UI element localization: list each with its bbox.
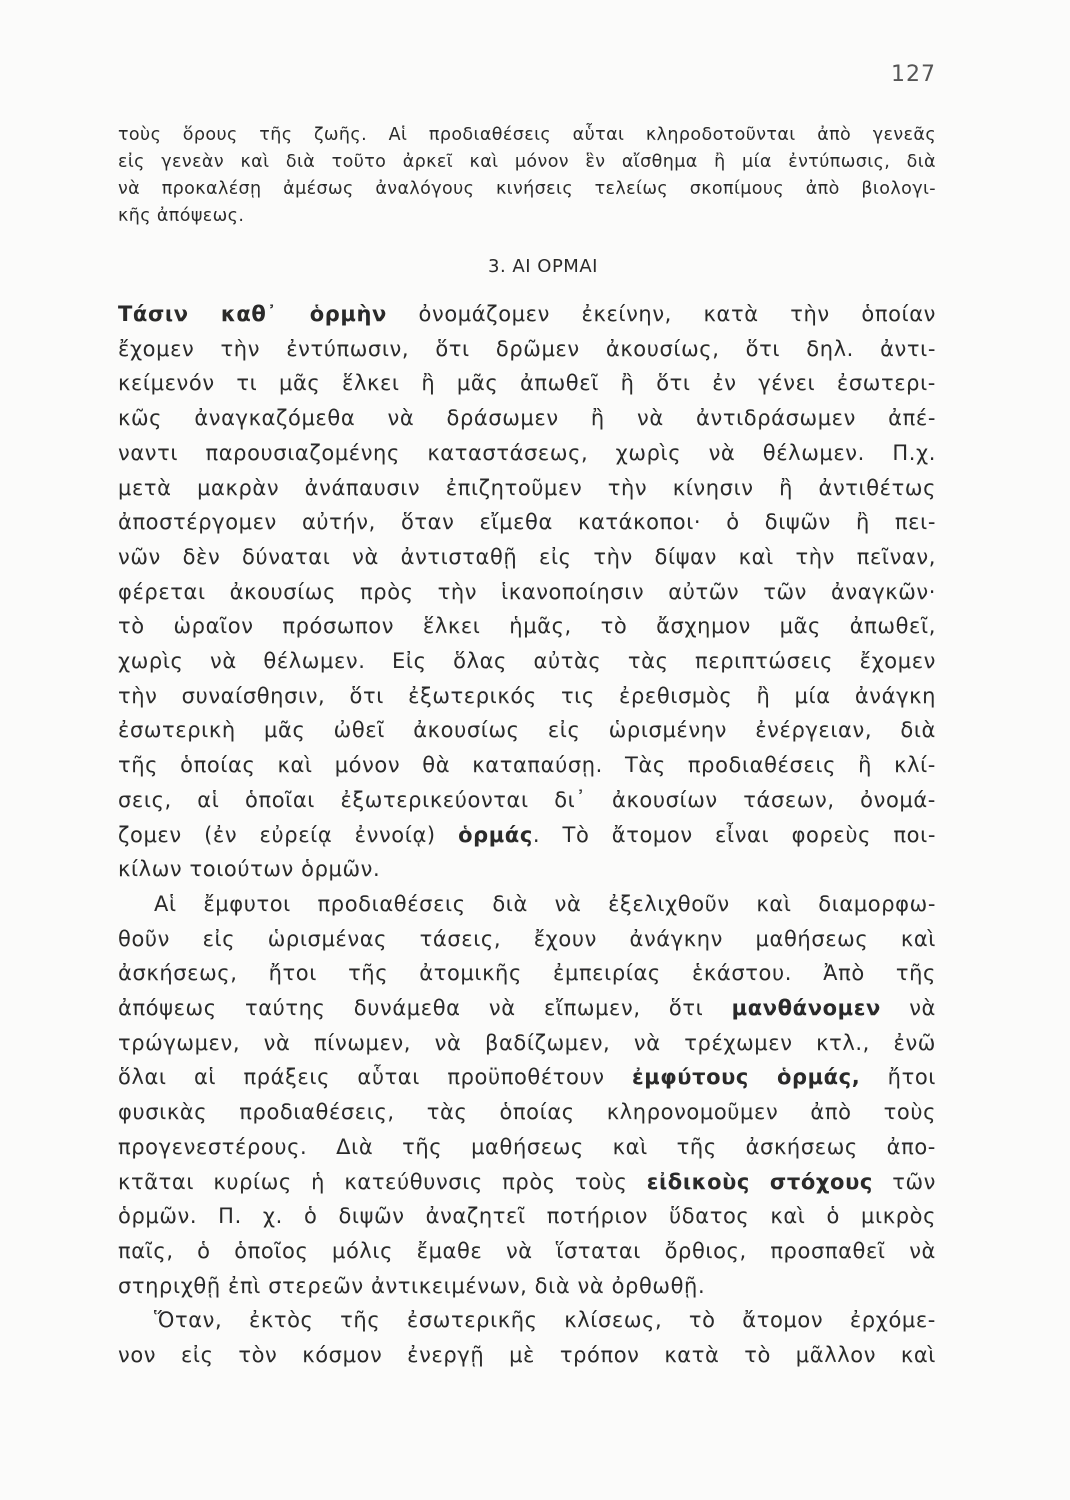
text-segment: τρώγωμεν, νὰ πίνωμεν, νὰ βαδίζωμεν, νὰ τρέχωμεν κτλ., ἐνῶ — [118, 1030, 936, 1055]
text-line — [118, 852, 936, 887]
bold-term: μανθάνομεν — [731, 996, 881, 1021]
text-line — [118, 1269, 936, 1304]
text-line — [118, 401, 936, 436]
text-line — [118, 1199, 936, 1234]
bold-term: Τάσιν καθ᾽ ὁρμὴν — [118, 302, 387, 326]
text-segment: ἀποστέργομεν αὐτήν, ὅταν εἴμεθα κατάκοποι· ὁ διψῶν ἢ πει- — [118, 510, 936, 535]
text-segment: νον εἰς τὸν κόσμον ἐνεργῇ μὲ τρόπον κατὰ τὸ μᾶλλον καὶ — [118, 1343, 936, 1368]
text-line: κῆς ἀπόψεως. — [118, 206, 245, 226]
text-line — [118, 505, 936, 540]
text-line — [118, 818, 936, 853]
text-line — [118, 1060, 936, 1095]
text-segment: ἀπόψεως ταύτης δυνάμεθα νὰ εἴπωμεν, ὅτι — [118, 996, 732, 1021]
text-line — [118, 1338, 936, 1373]
text-segment: ἀσκήσεως, ἤτοι τῆς ἀτομικῆς ἐμπειρίας ἑκάστου. Ἀπὸ τῆς — [118, 961, 936, 986]
body-text — [118, 297, 936, 1373]
text-line — [118, 1165, 936, 1200]
text-segment: ἐσωτερικὴ μᾶς ὠθεῖ ἀκουσίως εἰς ὡρισμένην ἐνέργειαν, διὰ — [118, 718, 936, 743]
text-line — [118, 332, 936, 367]
text-segment: ὅλαι αἱ πράξεις αὗται προϋποθέτουν — [118, 1065, 632, 1090]
page-number: 127 — [891, 62, 936, 87]
text-line — [118, 644, 936, 679]
text-segment: φυσικὰς προδιαθέσεις, τὰς ὁποίας κληρονομοῦμεν ἀπὸ τοὺς — [118, 1100, 936, 1125]
text-segment: κῶς ἀναγκαζόμεθα νὰ δράσωμεν ἢ νὰ ἀντιδράσωμεν ἀπέ- — [118, 406, 936, 431]
text-segment: ζομεν (ἐν εὐρείᾳ ἐννοίᾳ) — [118, 822, 459, 847]
bold-term: εἰδικοὺς στόχους — [646, 1169, 873, 1194]
text-segment: ἔχομεν τὴν ἐντύπωσιν, ὅτι δρῶμεν ἀκουσίως, ὅτι δηλ. ἀντι- — [118, 336, 936, 361]
text-segment: ὁρμῶν. Π. χ. ὁ διψῶν ἀναζητεῖ ποτήριον ὕδατος καὶ ὁ μικρὸς — [118, 1204, 936, 1229]
text-line — [118, 1303, 936, 1338]
text-line — [118, 887, 936, 922]
text-line — [118, 783, 936, 818]
text-segment: Αἱ ἔμφυτοι προδιαθέσεις διὰ νὰ ἐξελιχθοῦν καὶ διαμορφω- — [154, 891, 936, 916]
text-line — [118, 922, 936, 957]
text-line — [118, 609, 936, 644]
text-line — [118, 679, 936, 714]
text-line — [118, 1095, 936, 1130]
text-line — [118, 956, 936, 991]
intro-paragraph — [118, 122, 936, 230]
text-line — [118, 540, 936, 575]
section-heading: 3. ΑΙ ΟΡΜΑΙ — [488, 256, 598, 277]
text-line — [118, 1130, 936, 1165]
text-line — [118, 471, 936, 506]
text-segment: θοῦν εἰς ὡρισμένας τάσεις, ἔχουν ἀνάγκην μαθήσεως καὶ — [118, 926, 936, 951]
text-line: εἰς γενεὰν καὶ διὰ τοῦτο ἀρκεῖ καὶ μόνον ἓν αἴσθημα ἢ μία ἐντύπωσις, διὰ — [118, 152, 936, 172]
text-segment: μετὰ μακρὰν ἀνάπαυσιν ἐπιζητοῦμεν τὴν κίνησιν ἢ ἀντιθέτως — [118, 475, 936, 500]
text-segment: τῶν — [872, 1169, 937, 1194]
text-line — [118, 1026, 936, 1061]
text-segment: νῶν δὲν δύναται νὰ ἀντισταθῇ εἰς τὴν δίψαν καὶ τὴν πεῖναν, — [118, 544, 936, 569]
text-segment: . Τὸ ἄτομον εἶναι φορεὺς ποι- — [532, 822, 937, 847]
text-line — [118, 297, 936, 332]
text-segment: κτᾶται κυρίως ἡ κατεύθυνσις πρὸς τοὺς — [118, 1169, 647, 1194]
text-line — [118, 366, 936, 401]
text-line — [118, 436, 936, 471]
text-segment: ὀνομάζομεν ἐκείνην, κατὰ τὴν ὁποίαν — [386, 302, 936, 326]
text-line — [118, 575, 936, 610]
bold-term: ὁρμάς — [458, 822, 533, 847]
text-segment: προγενεστέρους. Διὰ τῆς μαθήσεως καὶ τῆς ἀσκήσεως ἀπο- — [118, 1134, 936, 1159]
text-segment: στηριχθῇ ἐπὶ στερεῶν ἀντικειμένων, διὰ νὰ ὀρθωθῇ. — [118, 1273, 706, 1298]
text-segment: τῆς ὁποίας καὶ μόνον θὰ καταπαύσῃ. Τὰς προδιαθέσεις ἢ κλί- — [118, 753, 936, 778]
text-segment: κείμενόν τι μᾶς ἕλκει ἢ μᾶς ἀπωθεῖ ἢ ὅτι ἐν γένει ἐσωτερι- — [118, 371, 936, 396]
text-segment: φέρεται ἀκουσίως πρὸς τὴν ἱκανοποίησιν αὐτῶν τῶν ἀναγκῶν· — [118, 579, 936, 604]
text-segment: ἤτοι — [860, 1065, 936, 1090]
text-segment: χωρὶς νὰ θέλωμεν. Εἰς ὅλας αὐτὰς τὰς περιπτώσεις ἔχομεν — [118, 649, 936, 674]
text-line — [118, 1234, 936, 1269]
bold-term: ἐμφύτους ὁρμάς, — [631, 1065, 861, 1090]
text-line: νὰ προκαλέσῃ ἀμέσως ἀναλόγους κινήσεις τελείως σκοπίμους ἀπὸ βιολογι- — [118, 179, 936, 199]
text-segment: σεις, αἱ ὁποῖαι ἐξωτερικεύονται δι᾽ ἀκουσίων τάσεων, ὀνομά- — [118, 787, 936, 812]
text-segment: τὸ ὡραῖον πρόσωπον ἕλκει ἡμᾶς, τὸ ἄσχημον μᾶς ἀπωθεῖ, — [118, 614, 936, 639]
text-line — [118, 713, 936, 748]
text-line — [118, 748, 936, 783]
text-segment: νὰ — [880, 996, 936, 1021]
text-segment: Ὅταν, ἐκτὸς τῆς ἐσωτερικῆς κλίσεως, τὸ ἄτομον ἐρχόμε- — [154, 1308, 936, 1333]
text-line: τοὺς ὅρους τῆς ζωῆς. Αἱ προδιαθέσεις αὗται κληροδοτοῦνται ἀπὸ γενεᾶς — [118, 125, 936, 145]
text-line — [118, 991, 936, 1026]
text-segment: παῖς, ὁ ὁποῖος μόλις ἔμαθε νὰ ἵσταται ὄρθιος, προσπαθεῖ νὰ — [118, 1238, 936, 1263]
text-segment: τὴν συναίσθησιν, ὅτι ἐξωτερικός τις ἐρεθισμὸς ἢ μία ἀνάγκη — [118, 683, 936, 708]
text-segment: ναντι παρουσιαζομένης καταστάσεως, χωρὶς νὰ θέλωμεν. Π.χ. — [118, 440, 936, 465]
text-segment: κίλων τοιούτων ὁρμῶν. — [118, 857, 381, 882]
